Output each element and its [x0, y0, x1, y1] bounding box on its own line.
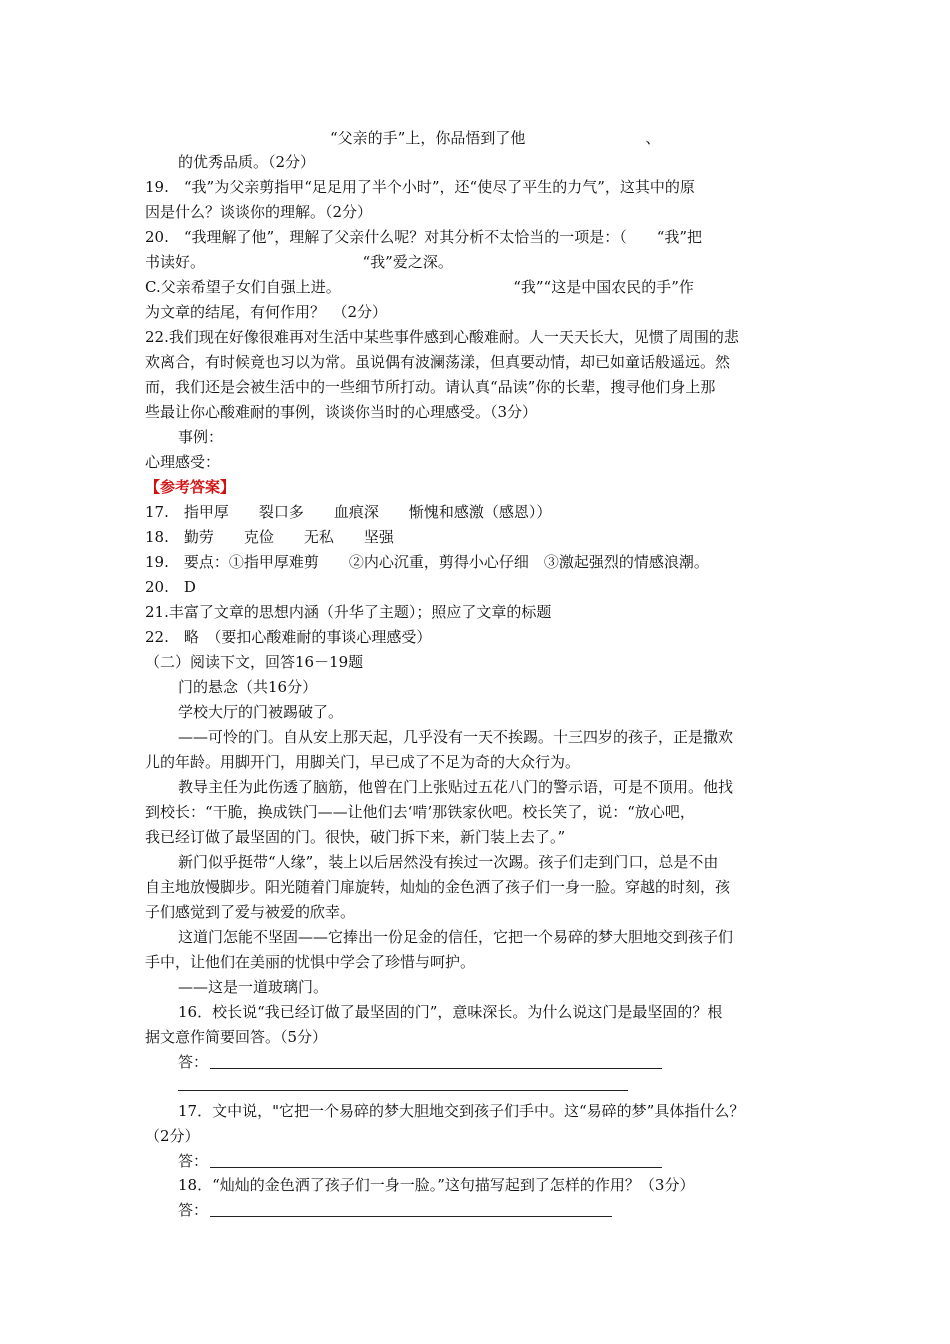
paragraph-1: 学校大厅的门被踢破了。: [178, 703, 344, 721]
paragraph-3-line-3: 我已经订做了最坚固的门。很快，破门拆下来，新门装上去了。”: [145, 828, 566, 846]
question-20-line-1: 20. “我理解了他”，理解了父亲什么呢？对其分析不太恰当的一项是：（ “我”把: [145, 228, 703, 246]
question-18-answer-label: 答：: [178, 1201, 209, 1219]
example-label: 事例：: [178, 428, 224, 446]
question-21-line: 为文章的结尾，有何作用？ （2分）: [145, 303, 388, 321]
paragraph-2-line-1: ——可怜的门。自从安上那天起，几乎没有一天不挨踢。十三四岁的孩子，正是撒欢: [178, 728, 734, 746]
question-17-answer-label: 答：: [178, 1152, 209, 1170]
answer-18: 18. 勤劳 克俭 无私 坚强: [145, 528, 394, 546]
answer-20: 20. D: [145, 578, 196, 596]
paragraph-4-line-1: 新门似乎挺带“人缘”，装上以后居然没有挨过一次踢。孩子们走到门口，总是不由: [178, 853, 719, 871]
question-19-line-2: 因是什么？谈谈你的理解。（2分）: [145, 203, 373, 221]
question-22-line-1: 22.我们现在好像很难再对生活中某些事件感到心酸难耐。人一天天长大，见惯了周围的悲: [145, 328, 739, 346]
answer-17: 17. 指甲厚 裂口多 血痕深 惭愧和感激（感恩））: [145, 503, 552, 521]
paragraph-3-line-1: 教导主任为此伤透了脑筋，他曾在门上张贴过五花八门的警示语，可是不顶用。他找: [178, 778, 734, 796]
answer-19: 19. 要点：①指甲厚难剪 ②内心沉重，剪得小心仔细 ③激起强烈的情感浪潮。: [145, 553, 709, 571]
paragraph-5-line-1: 这道门怎能不坚固——它捧出一份足金的信任，它把一个易碎的梦大胆地交到孩子们: [178, 928, 734, 946]
question-16-line-2: 据文意作简要回答。（5分）: [145, 1028, 328, 1046]
answer-21: 21.丰富了文章的思想内涵（升华了主题）；照应了文章的标题: [145, 603, 552, 621]
paragraph-4-line-2: 自主地放慢脚步。阳光随着门扉旋转，灿灿的金色洒了孩子们一身一脸。穿越的时刻，孩: [145, 878, 731, 896]
question-16-answer-blank-1[interactable]: [210, 1068, 662, 1069]
paragraph-2-line-2: 儿的年龄。用脚开门，用脚关门，早已成了不足为奇的大众行为。: [145, 753, 581, 771]
article-title: 门的悬念（共16分）: [178, 678, 318, 696]
answer-22: 22. 略 （要扣心酸难耐的事谈心理感受）: [145, 628, 432, 646]
question-16-line-1: 16．校长说“我已经订做了最坚固的门”，意味深长。为什么说这门是最坚固的？根: [178, 1003, 723, 1021]
question-22-line-2: 欢离合，有时候竟也习以为常。虽说偶有波澜荡漾，但真要动情，却已如童话般遥远。然: [145, 353, 731, 371]
question-17-answer-blank[interactable]: [210, 1167, 662, 1168]
question-17-line-2: （2分）: [145, 1127, 200, 1145]
question-18-prompt: “父亲的手”上，你品悟到了他 、: [330, 129, 661, 147]
question-19-line-1: 19. “我”为父亲剪指甲“足足用了半个小时”，还“使尽了平生的力气”，这其中的原: [145, 178, 695, 196]
question-16-answer-blank-2[interactable]: [178, 1090, 628, 1091]
question-18-answer-blank[interactable]: [210, 1216, 612, 1217]
question-20-line-2: 书读好。 “我”爱之深。: [145, 253, 453, 271]
question-16-answer-label: 答：: [178, 1053, 209, 1071]
question-20-line-3: C.父亲希望子女们自强上进。 “我”“这是中国农民的手”作: [145, 278, 694, 296]
paragraph-3-line-2: 到校长：“干脆，换成铁门——让他们去‘啃’那铁家伙吧。校长笑了，说：“放心吧，: [145, 803, 695, 821]
paragraph-4-line-3: 子们感觉到了爱与被爱的欣幸。: [145, 903, 356, 921]
paragraph-6: ——这是一道玻璃门。: [178, 978, 329, 996]
answer-key-heading: 【参考答案】: [145, 478, 236, 496]
question-18-continuation: 的优秀品质。（2分）: [178, 153, 316, 171]
question-22-line-3: 而，我们还是会被生活中的一些细节所打动。请认真“品读”你的长辈，搜寻他们身上那: [145, 378, 716, 396]
section-two-heading: （二）阅读下文，回答16－19题: [145, 653, 364, 671]
feeling-label: 心理感受：: [145, 453, 221, 471]
paragraph-5-line-2: 手中，让他们在美丽的忧惧中学会了珍惜与呵护。: [145, 953, 476, 971]
question-17-line-1: 17．文中说，"它把一个易碎的梦大胆地交到孩子们手中。这“易碎的梦”具体指什么？: [178, 1102, 745, 1120]
question-18-line: 18．“灿灿的金色洒了孩子们一身一脸。”这句描写起到了怎样的作用？（3分）: [178, 1176, 695, 1194]
question-22-line-4: 些最让你心酸难耐的事例，谈谈你当时的心理感受。（3分）: [145, 403, 538, 421]
